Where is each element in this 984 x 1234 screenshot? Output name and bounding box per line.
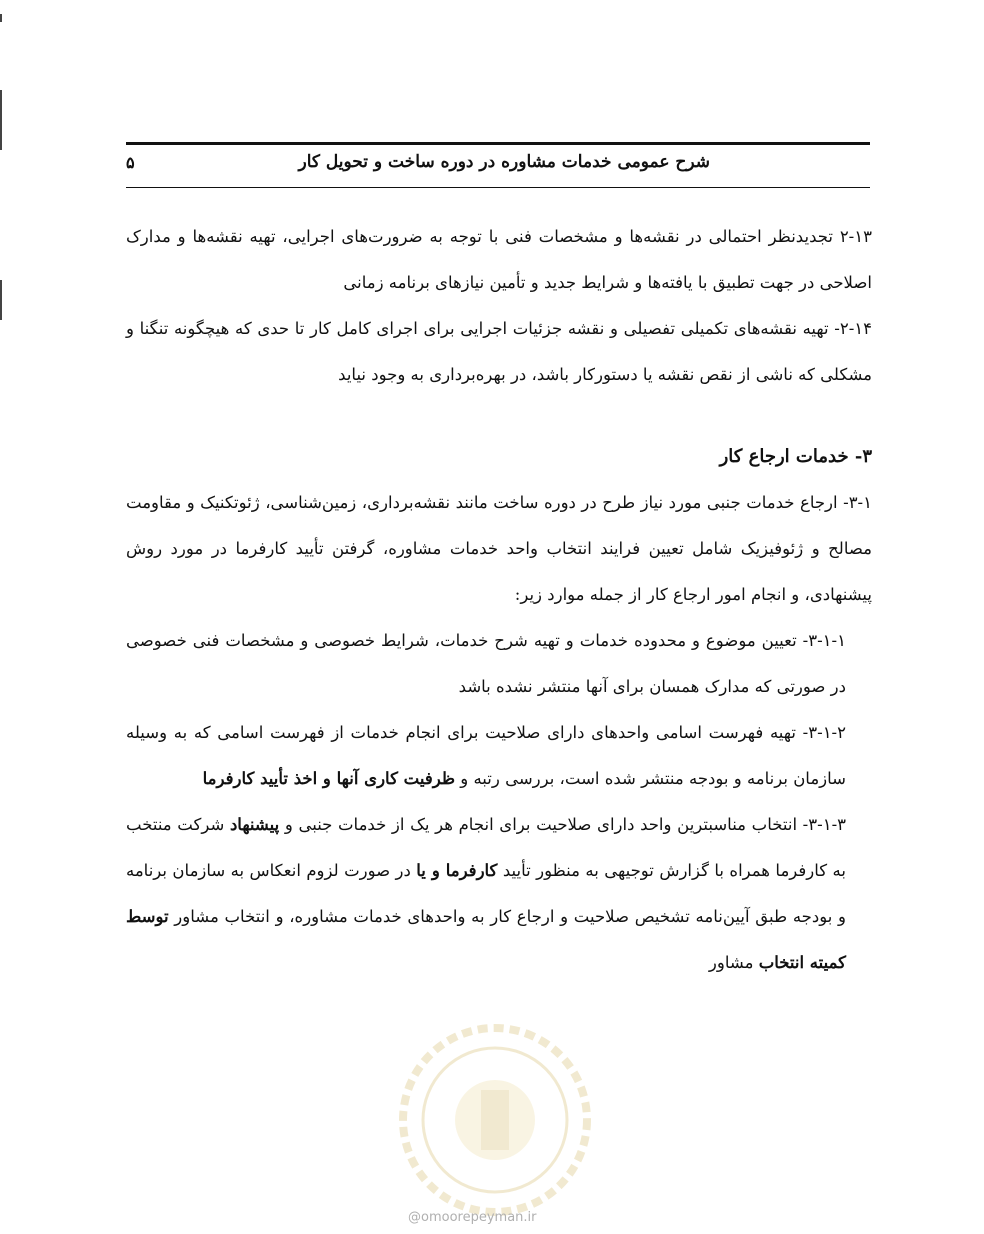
watermark-seal-icon	[395, 1020, 595, 1220]
paragraph-3-1	[126, 480, 872, 618]
page-content	[126, 214, 872, 986]
paragraph-3-1-3	[126, 802, 872, 986]
paragraph-3-1-1	[126, 618, 872, 710]
paragraph-number: ۲-۱۴-	[828, 319, 873, 338]
paragraph-number: ۳-۱-۳-	[797, 815, 847, 834]
paragraph-text: تعیین موضوع و محدوده خدمات و تهیه شرح خدمات، شرایط خصوصی و مشخصات فنی خصوصی در صورتی که مدارک همسان برای آنها منتشر نشده باشد	[126, 631, 846, 696]
paragraph-number: ۳-۱-۱-	[796, 631, 846, 650]
watermark-url: @omoorepeyman.ir	[408, 1210, 537, 1225]
scan-mark	[0, 280, 2, 320]
header-title: شرح عمومی خدمات مشاوره در دوره ساخت و تحویل کار	[298, 152, 710, 172]
paragraph-text: تهیه فهرست اسامی واحدهای دارای صلاحیت برای انجام خدمات از فهرست اسامی که به وسیله سازمان برنامه و بودجه منتشر شده است، بررسی رتبه و	[126, 723, 846, 788]
paragraph-text: مشاور	[708, 953, 759, 972]
paragraph-text-bold: ظرفیت کاری آنها و اخذ تأیید کارفرما	[202, 769, 455, 788]
paragraph-3-1-2	[126, 710, 872, 802]
scan-mark	[0, 14, 2, 22]
paragraph-2-13	[126, 214, 872, 306]
paragraph-text-bold: توسط کمیته انتخاب	[126, 907, 846, 972]
paragraph-number: ۲-۱۳	[832, 227, 872, 246]
paragraph-text: انتخاب مناسبترین واحد دارای صلاحیت برای انجام هر یک از خدمات جنبی و	[279, 815, 798, 834]
page-number: ۵	[126, 153, 135, 172]
paragraph-text: تهیه نقشه‌های تکمیلی تفصیلی و نقشه جزئیات اجرایی برای اجرای کامل کار تا حدی که هیچگونه تنگنا و مشکلی که ناشی از نقص نقشه یا دستورکار باشد، در بهره‌برداری به وجود نیاید	[126, 319, 872, 384]
paragraph-text: در صورت لزوم انعکاس به سازمان برنامه و بودجه طبق آیین‌نامه تشخیص صلاحیت و ارجاع کار به واحدهای خدمات مشاوره، و انتخاب مشاور	[126, 861, 846, 926]
page-header	[126, 142, 870, 188]
paragraph-2-14	[126, 306, 872, 398]
paragraph-text: ارجاع خدمات جنبی مورد نیاز طرح در دوره ساخت مانند نقشه‌برداری، زمین‌شناسی، ژئوتکنیک و مقاومت مصالح و ژئوفیزیک شامل تعیین فرایند انتخاب واحد خدمات مشاوره، گرفتن تأیید کارفرما در مورد روش پیشنهادی، و انجام امور ارجاع کار از جمله موارد زیر:	[126, 493, 872, 604]
paragraph-text-bold: پیشنهاد	[229, 815, 280, 834]
section-title: ۳- خدمات ارجاع کار	[719, 446, 872, 467]
paragraph-number: ۳-۱-	[837, 493, 872, 512]
paragraph-text: تجدیدنظر احتمالی در نقشه‌ها و مشخصات فنی با توجه به ضرورت‌های اجرایی، تهیه نقشه‌ها و مدارک اصلاحی در جهت تطبیق با یافته‌ها و شرایط جدید و تأمین نیازهای برنامه زمانی	[126, 227, 872, 292]
paragraph-text-bold: کارفرما و یا	[416, 861, 498, 880]
paragraph-text: شرکت منتخب به کارفرما همراه با گزارش توجیهی به منظور تأیید	[126, 815, 846, 880]
scan-mark	[0, 90, 2, 150]
paragraph-number: ۳-۱-۲-	[795, 723, 846, 742]
